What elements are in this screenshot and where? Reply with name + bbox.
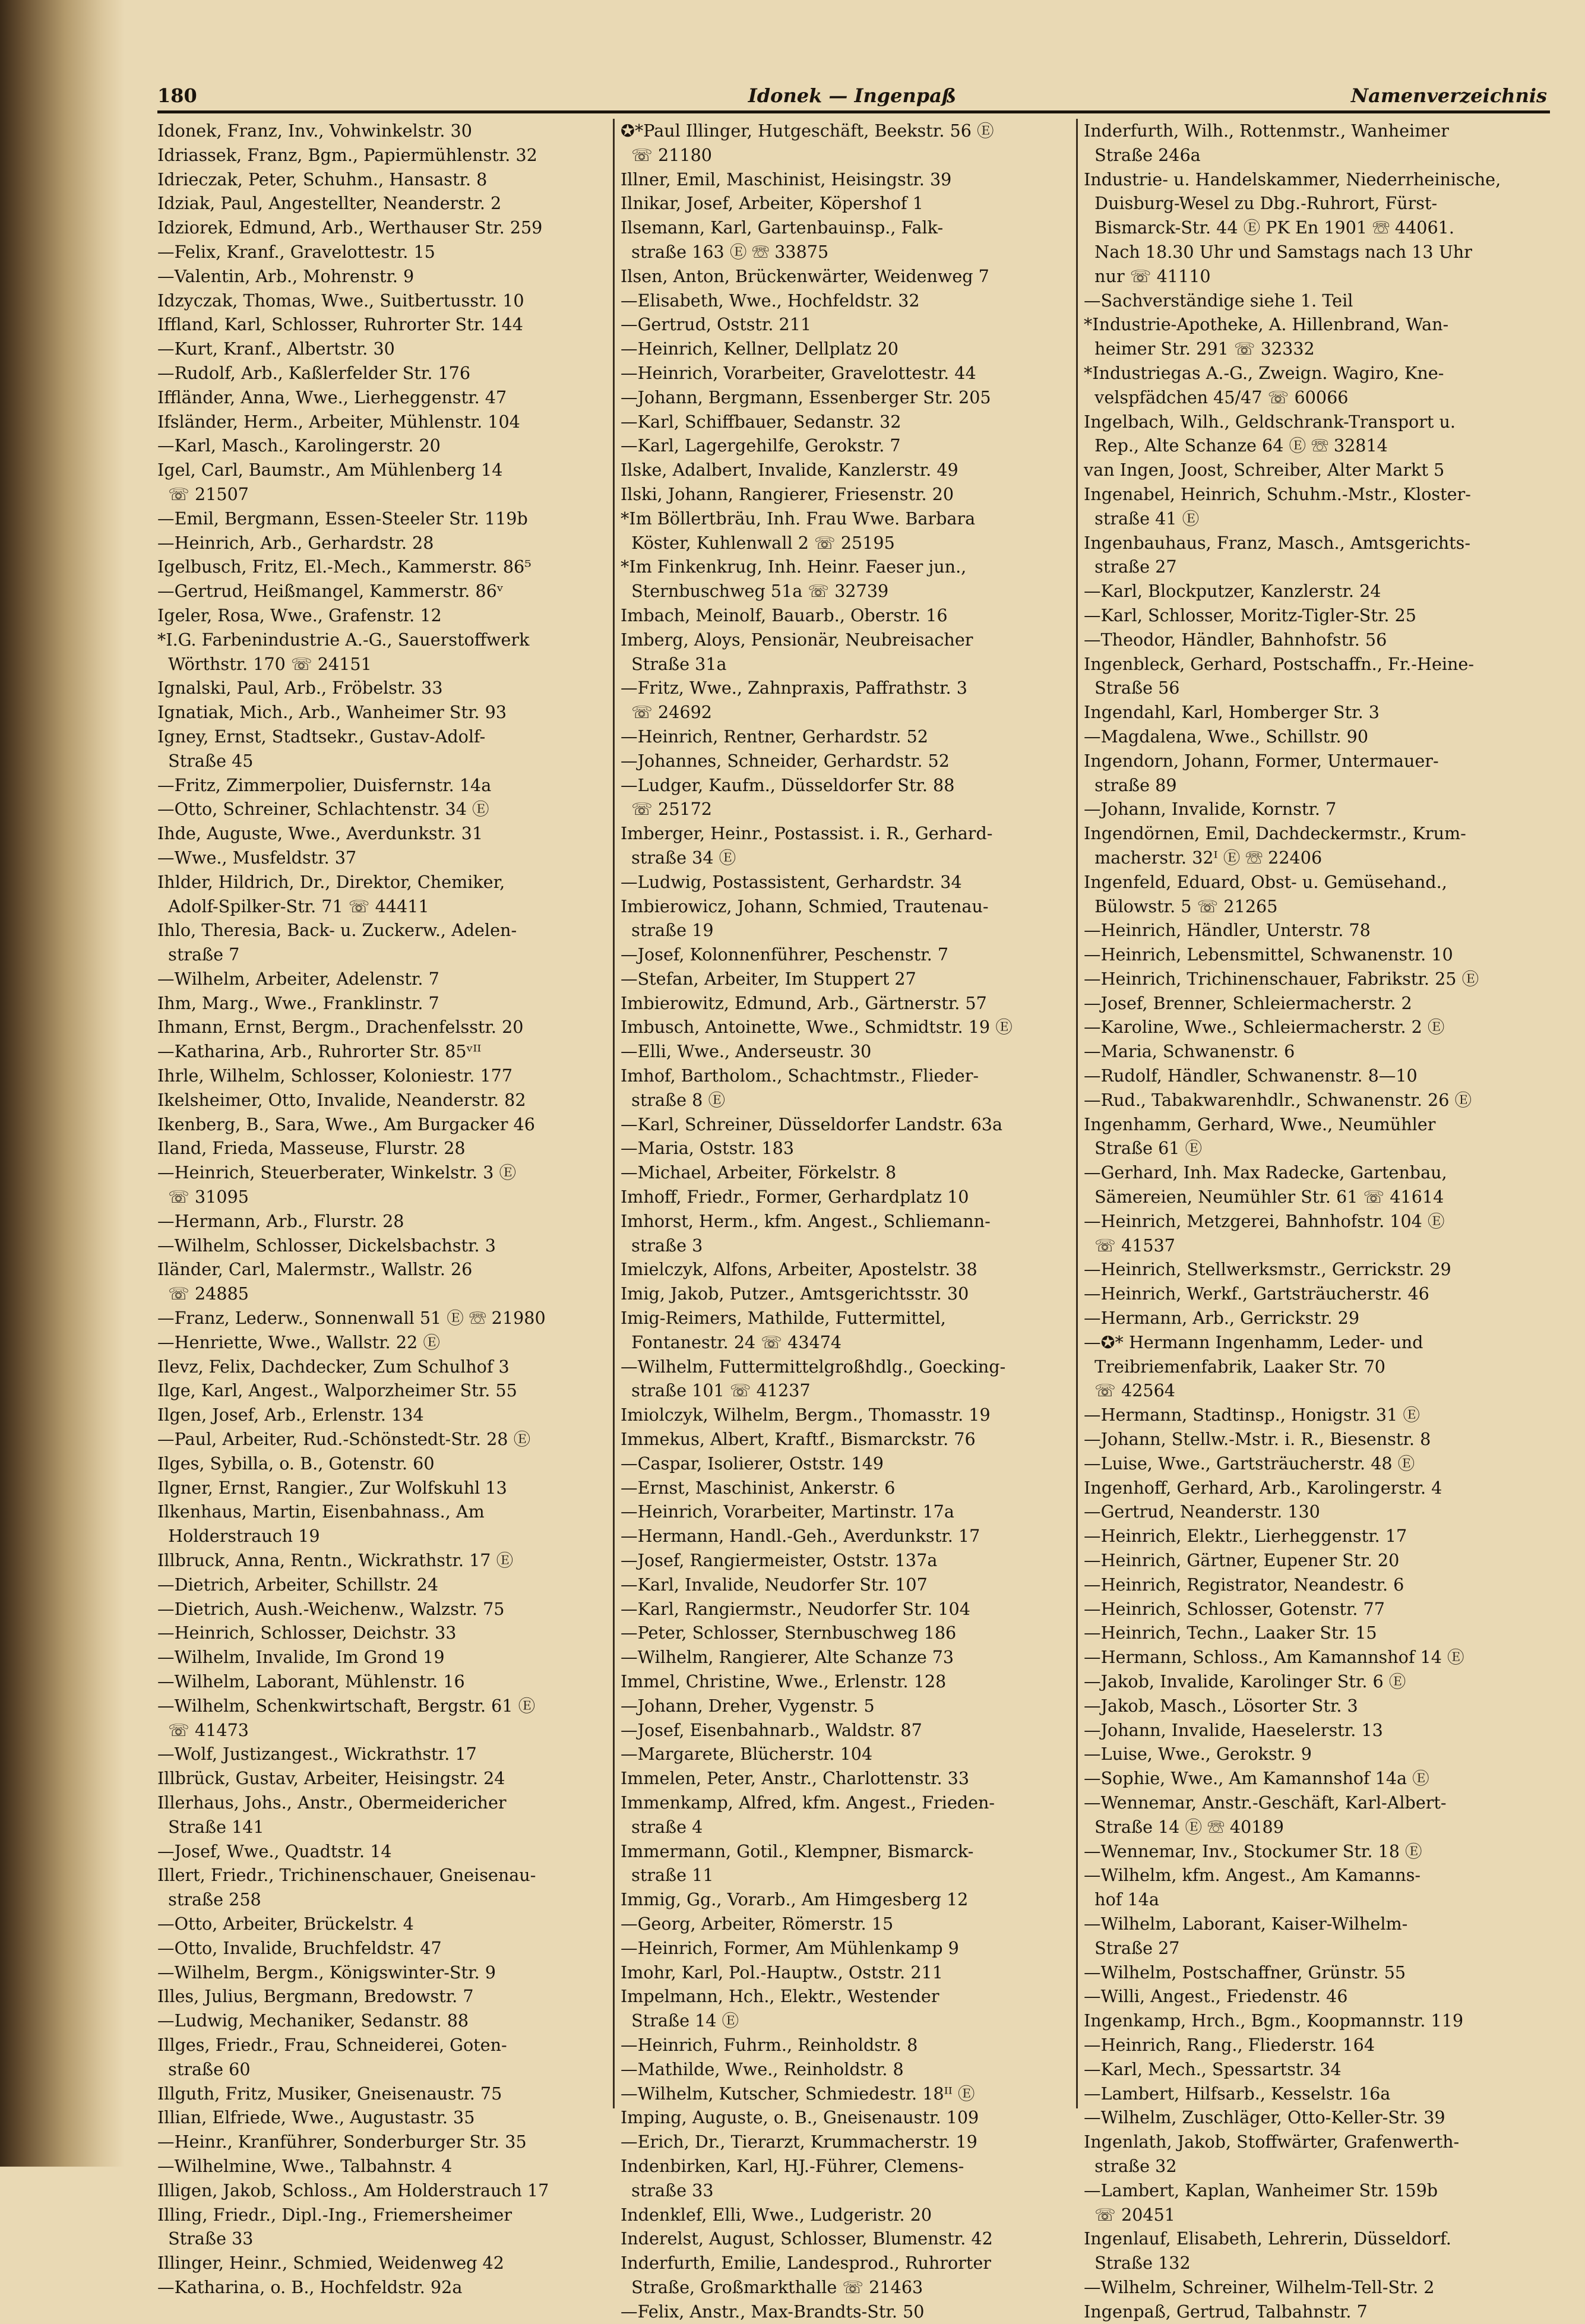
directory-line: Illbruck, Anna, Rentn., Wickrathstr. 17 Ⓔ: [157, 1550, 514, 1571]
directory-line: Illguth, Fritz, Musiker, Gneisenaustr. 75: [157, 2083, 502, 2104]
directory-line: —Luise, Wwe., Gerokstr. 9: [1084, 1744, 1312, 1765]
directory-line: Straße 31a: [621, 653, 727, 674]
directory-line: Illian, Elfriede, Wwe., Augustastr. 35: [157, 2107, 475, 2128]
directory-line: —Wilhelm, Rangierer, Alte Schanze 73: [621, 1647, 954, 1668]
directory-line: Imig, Jakob, Putzer., Amtsgerichtsstr. 30: [621, 1283, 969, 1304]
directory-line: Imiolczyk, Wilhelm, Bergm., Thomasstr. 19: [621, 1405, 991, 1425]
directory-line: —Heinrich, Stellwerksmstr., Gerrickstr. 29: [1084, 1259, 1451, 1280]
column-2: [621, 119, 1072, 2322]
directory-line: —Jakob, Masch., Lösorter Str. 3: [1084, 1695, 1358, 1716]
directory-line: —Heinrich, Vorarbeiter, Gravelottestr. 44: [621, 362, 976, 383]
directory-line: Ingenhamm, Gerhard, Wwe., Neumühler: [1084, 1114, 1436, 1134]
directory-line: —Rud., Tabakwarenhdlr., Schwanenstr. 26 Ⓔ: [1084, 1089, 1472, 1110]
directory-line: —Karoline, Wwe., Schleiermacherstr. 2 Ⓔ: [1084, 1017, 1445, 1038]
directory-line: —Willi, Angest., Friedenstr. 46: [1084, 1986, 1348, 2007]
directory-line: Ilske, Adalbert, Invalide, Kanzlerstr. 49: [621, 460, 958, 480]
directory-line: —Wilhelm, Laborant, Kaiser-Wilhelm-: [1084, 1913, 1408, 1934]
directory-line: —Georg, Arbeiter, Römerstr. 15: [621, 1913, 894, 1934]
directory-line: straße 27: [1084, 557, 1177, 577]
directory-line: —Heinrich, Gärtner, Eupener Str. 20: [1084, 1550, 1400, 1571]
directory-line: Straße 33: [157, 2228, 254, 2249]
directory-line: Illner, Emil, Maschinist, Heisingstr. 39: [621, 169, 952, 189]
directory-line: —Heinrich, Schlosser, Gotenstr. 77: [1084, 1598, 1385, 1619]
directory-line: Straße 14 Ⓔ ☏ 40189: [1084, 1816, 1284, 1837]
directory-line: —Josef, Brenner, Schleiermacherstr. 2: [1084, 992, 1412, 1013]
directory-line: Ilevz, Felix, Dachdecker, Zum Schulhof 3: [157, 1356, 510, 1377]
directory-line: Ingelbach, Wilh., Geldschrank-Transport u.: [1084, 411, 1456, 432]
directory-line: —Felix, Anstr., Max-Brandts-Str. 50: [621, 2301, 925, 2322]
directory-line: Ikenberg, B., Sara, Wwe., Am Burgacker 46: [157, 1114, 535, 1134]
directory-line: —Johannes, Schneider, Gerhardstr. 52: [621, 750, 950, 771]
directory-line: Ingenlauf, Elisabeth, Lehrerin, Düsseldorf.: [1084, 2228, 1451, 2249]
directory-line: —Wilhelm, Kutscher, Schmiedestr. 18ᴵᴵ Ⓔ: [621, 2083, 975, 2104]
directory-line: Straße 14 Ⓔ: [621, 2010, 739, 2031]
directory-line: —Heinrich, Vorarbeiter, Martinstr. 17a: [621, 1501, 954, 1522]
directory-line: Nach 18.30 Uhr und Samstags nach 13 Uhr: [1084, 241, 1472, 262]
directory-line: —Heinrich, Elektr., Lierheggenstr. 17: [1084, 1526, 1407, 1547]
directory-line: heimer Str. 291 ☏ 32332: [1084, 339, 1315, 359]
directory-line: —Gerhard, Inh. Max Radecke, Gartenbau,: [1084, 1162, 1447, 1183]
directory-line: —Sachverständige siehe 1. Teil: [1084, 290, 1353, 311]
directory-line: straße 41 Ⓔ: [1084, 508, 1200, 529]
directory-line: —Wilhelm, Schenkwirtschaft, Bergstr. 61 Ⓔ: [157, 1695, 536, 1716]
directory-line: —Jakob, Invalide, Karolinger Str. 6 Ⓔ: [1084, 1671, 1406, 1691]
directory-line: —Heinrich, Werkf., Gartsträucherstr. 46: [1084, 1283, 1429, 1304]
directory-line: Ihmann, Ernst, Bergm., Drachenfelsstr. 20: [157, 1017, 524, 1038]
directory-line: —Karl, Schiffbauer, Sedanstr. 32: [621, 411, 901, 432]
directory-line: —Paul, Arbeiter, Rud.-Schönstedt-Str. 28 Ⓔ: [157, 1429, 531, 1450]
directory-line: —Erich, Dr., Tierarzt, Krummacherstr. 19: [621, 2132, 977, 2152]
directory-line: —Rudolf, Arb., Kaßlerfelder Str. 176: [157, 362, 471, 383]
directory-line: Immermann, Gotil., Klempner, Bismarck-: [621, 1841, 974, 1861]
directory-line: —Karl, Schreiner, Düsseldorfer Landstr. 63a: [621, 1114, 1003, 1134]
directory-line: Immenkamp, Alfred, kfm. Angest., Frieden-: [621, 1792, 995, 1813]
directory-line: —✪* Hermann Ingenhamm, Leder- und: [1084, 1332, 1423, 1352]
directory-line: Ilkenhaus, Martin, Eisenbahnass., Am: [157, 1501, 485, 1522]
directory-line: —Wilhelm, kfm. Angest., Am Kamanns-: [1084, 1865, 1421, 1886]
directory-line: —Elisabeth, Wwe., Hochfeldstr. 32: [621, 290, 920, 311]
directory-line: —Johann, Bergmann, Essenberger Str. 205: [621, 387, 991, 407]
directory-line: —Theodor, Händler, Bahnhofstr. 56: [1084, 629, 1387, 650]
directory-line: Ihlo, Theresia, Back- u. Zuckerw., Adelen-: [157, 920, 517, 941]
section-title: Namenverzeichnis: [1350, 84, 1547, 107]
directory-line: —Lambert, Kaplan, Wanheimer Str. 159b: [1084, 2180, 1438, 2200]
directory-line: —Margarete, Blücherstr. 104: [621, 1744, 873, 1765]
directory-line: Ingenpaß, Gertrud, Talbahnstr. 7: [1084, 2301, 1368, 2322]
directory-line: Köster, Kuhlenwall 2 ☏ 25195: [621, 532, 895, 553]
directory-line: straße 7: [157, 944, 240, 965]
directory-line: —Hermann, Stadtinsp., Honigstr. 31 Ⓔ: [1084, 1405, 1420, 1425]
directory-line: —Peter, Schlosser, Sternbuschweg 186: [621, 1623, 957, 1643]
directory-line: nur ☏ 41110: [1084, 265, 1211, 286]
directory-line: Straße 27: [1084, 1937, 1180, 1958]
directory-line: —Mathilde, Wwe., Reinholdstr. 8: [621, 2059, 904, 2079]
directory-line: Ilgen, Josef, Arb., Erlenstr. 134: [157, 1405, 424, 1425]
directory-line: straße 3: [621, 1235, 703, 1256]
book-binding-edge: [0, 0, 125, 2167]
column-divider-1: [613, 119, 615, 2108]
directory-line: straße 258: [157, 1889, 261, 1910]
directory-line: Ilge, Karl, Angest., Walporzheimer Str. 55: [157, 1380, 517, 1401]
directory-line: —Wilhelm, Arbeiter, Adelenstr. 7: [157, 968, 439, 989]
directory-line: —Josef, Eisenbahnarb., Waldstr. 87: [621, 1719, 922, 1740]
directory-line: Illigen, Jakob, Schloss., Am Holderstrauch 17: [157, 2180, 549, 2200]
directory-line: Indenbirken, Karl, HJ.-Führer, Clemens-: [621, 2155, 964, 2176]
directory-line: *Im Böllertbräu, Inh. Frau Wwe. Barbara: [621, 508, 976, 529]
directory-line: —Karl, Masch., Karolingerstr. 20: [157, 435, 441, 456]
directory-line: —Heinrich, Lebensmittel, Schwanenstr. 10: [1084, 944, 1453, 965]
directory-line: —Wwe., Musfeldstr. 37: [157, 847, 357, 868]
directory-line: Illerhaus, Johs., Anstr., Obermeidericher: [157, 1792, 507, 1813]
directory-line: Idriassek, Franz, Bgm., Papiermühlenstr. 32: [157, 144, 537, 165]
directory-line: —Johann, Dreher, Vygenstr. 5: [621, 1695, 875, 1716]
directory-line: —Dietrich, Arbeiter, Schillstr. 24: [157, 1574, 439, 1595]
directory-line: Ingendörnen, Emil, Dachdeckermstr., Krum-: [1084, 823, 1466, 844]
directory-line: straße 19: [621, 920, 714, 941]
directory-line: ☏ 42564: [1084, 1380, 1175, 1401]
directory-line: Ingenbauhaus, Franz, Masch., Amtsgerichts-: [1084, 532, 1470, 553]
directory-line: —Otto, Invalide, Bruchfeldstr. 47: [157, 1937, 442, 1958]
directory-line: —Johann, Invalide, Haeselerstr. 13: [1084, 1719, 1383, 1740]
directory-line: —Caspar, Isolierer, Oststr. 149: [621, 1453, 884, 1474]
directory-line: —Wennemar, Anstr.-Geschäft, Karl-Albert-: [1084, 1792, 1447, 1813]
directory-line: —Hermann, Arb., Flurstr. 28: [157, 1210, 404, 1231]
directory-line: —Wilhelm, Schlosser, Dickelsbachstr. 3: [157, 1235, 496, 1256]
directory-line: Illes, Julius, Bergmann, Bredowstr. 7: [157, 1986, 474, 2007]
directory-line: Inderfurth, Wilh., Rottenmstr., Wanheimer: [1084, 121, 1449, 141]
directory-line: —Kurt, Kranf., Albertstr. 30: [157, 339, 395, 359]
directory-line: —Johann, Stellw.-Mstr. i. R., Biesenstr. 8: [1084, 1429, 1431, 1450]
directory-line: Imberg, Aloys, Pensionär, Neubreisacher: [621, 629, 973, 650]
page-name-range: Idonek — Ingenpaß: [748, 84, 957, 107]
directory-line: Straße 45: [157, 750, 254, 771]
directory-line: —Heinrich, Kellner, Dellplatz 20: [621, 339, 899, 359]
directory-line: Imhorst, Herm., kfm. Angest., Schliemann-: [621, 1210, 991, 1231]
directory-line: Ihm, Marg., Wwe., Franklinstr. 7: [157, 992, 439, 1013]
directory-line: hof 14a: [1084, 1889, 1159, 1910]
directory-line: Straße 56: [1084, 678, 1180, 698]
directory-line: Idzyczak, Thomas, Wwe., Suitbertusstr. 10: [157, 290, 524, 311]
page-number: 180: [157, 84, 197, 107]
directory-line: —Ludger, Kaufm., Düsseldorfer Str. 88: [621, 774, 955, 795]
directory-line: Duisburg-Wesel zu Dbg.-Ruhrort, Fürst-: [1084, 193, 1438, 214]
directory-line: —Emil, Bergmann, Essen-Steeler Str. 119b: [157, 508, 528, 529]
page-header: [157, 78, 1547, 109]
directory-line: —Hermann, Handl.-Geh., Averdunkstr. 17: [621, 1526, 980, 1547]
directory-line: —Ludwig, Mechaniker, Sedanstr. 88: [157, 2010, 469, 2031]
directory-line: straße 11: [621, 1865, 714, 1886]
directory-line: straße 32: [1084, 2155, 1177, 2176]
directory-line: Ihlder, Hildrich, Dr., Direktor, Chemiker,: [157, 871, 505, 892]
directory-line: Illbrück, Gustav, Arbeiter, Heisingstr. 24: [157, 1768, 505, 1789]
directory-line: Bismarck-Str. 44 Ⓔ PK En 1901 ☏ 44061.: [1084, 217, 1454, 238]
directory-line: Adolf-Spilker-Str. 71 ☏ 44411: [157, 896, 429, 916]
directory-line: straße 60: [157, 2059, 251, 2079]
directory-line: van Ingen, Joost, Schreiber, Alter Markt 5: [1084, 460, 1445, 480]
directory-line: —Henriette, Wwe., Wallstr. 22 Ⓔ: [157, 1332, 440, 1352]
directory-line: —Heinrich, Techn., Laaker Str. 15: [1084, 1623, 1377, 1643]
directory-line: Igney, Ernst, Stadtsekr., Gustav-Adolf-: [157, 726, 486, 747]
directory-line: Ifsländer, Herm., Arbeiter, Mühlenstr. 104: [157, 411, 520, 432]
directory-line: —Josef, Rangiermeister, Oststr. 137a: [621, 1550, 938, 1571]
directory-line: Imielczyk, Alfons, Arbeiter, Apostelstr. 38: [621, 1259, 977, 1280]
directory-line: —Magdalena, Wwe., Schillstr. 90: [1084, 726, 1369, 747]
directory-line: straße 33: [621, 2180, 714, 2200]
directory-line: —Karl, Blockputzer, Kanzlerstr. 24: [1084, 581, 1381, 602]
directory-line: ☏ 20451: [1084, 2204, 1175, 2225]
directory-line: Igelbusch, Fritz, El.-Mech., Kammerstr. 86⁵: [157, 557, 532, 577]
directory-line: Bülowstr. 5 ☏ 21265: [1084, 896, 1278, 916]
directory-line: —Josef, Kolonnenführer, Peschenstr. 7: [621, 944, 949, 965]
directory-line: Wörthstr. 170 ☏ 24151: [157, 653, 372, 674]
directory-line: Straße, Großmarkthalle ☏ 21463: [621, 2276, 923, 2297]
directory-line: Straße 132: [1084, 2253, 1191, 2274]
directory-line: —Johann, Invalide, Kornstr. 7: [1084, 799, 1337, 820]
directory-line: —Elli, Wwe., Anderseustr. 30: [621, 1041, 872, 1062]
directory-line: —Michael, Arbeiter, Förkelstr. 8: [621, 1162, 897, 1183]
directory-line: Fontanestr. 24 ☏ 43474: [621, 1332, 842, 1352]
directory-line: —Josef, Wwe., Quadtstr. 14: [157, 1841, 392, 1861]
directory-line: Imbach, Meinolf, Bauarb., Oberstr. 16: [621, 605, 948, 625]
column-3: [1084, 119, 1535, 2322]
directory-line: Holderstrauch 19: [157, 1526, 320, 1547]
directory-line: Ingendahl, Karl, Homberger Str. 3: [1084, 702, 1380, 723]
directory-line: Idziorek, Edmund, Arb., Werthauser Str. 259: [157, 217, 543, 238]
directory-line: Ingenabel, Heinrich, Schuhm.-Mstr., Kloster-: [1084, 483, 1471, 504]
directory-line: Treibriemenfabrik, Laaker Str. 70: [1084, 1356, 1385, 1377]
directory-line: *Industriegas A.-G., Zweign. Wagiro, Kne-: [1084, 362, 1444, 383]
directory-line: —Hermann, Schloss., Am Kamannshof 14 Ⓔ: [1084, 1647, 1464, 1668]
directory-line: Rep., Alte Schanze 64 Ⓔ ☏ 32814: [1084, 435, 1388, 456]
directory-line: Idziak, Paul, Angestellter, Neanderstr. 2: [157, 193, 502, 214]
directory-line: —Heinrich, Registrator, Neandestr. 6: [1084, 1574, 1404, 1595]
directory-line: velspfädchen 45/47 ☏ 60066: [1084, 387, 1349, 407]
directory-line: Ilsemann, Karl, Gartenbauinsp., Falk-: [621, 217, 944, 238]
directory-line: —Fritz, Wwe., Zahnpraxis, Paffrathstr. 3: [621, 678, 967, 698]
directory-line: ☏ 41473: [157, 1719, 249, 1740]
directory-line: —Wilhelm, Invalide, Im Grond 19: [157, 1647, 445, 1668]
directory-line: Immig, Gg., Vorarb., Am Himgesberg 12: [621, 1889, 969, 1910]
directory-line: —Karl, Rangiermstr., Neudorfer Str. 104: [621, 1598, 970, 1619]
directory-page: [143, 71, 1550, 2322]
header-rule: [157, 110, 1550, 113]
directory-line: —Franz, Lederw., Sonnenwall 51 Ⓔ ☏ 21980: [157, 1308, 546, 1329]
directory-line: —Gertrud, Oststr. 211: [621, 314, 812, 335]
directory-line: straße 4: [621, 1816, 703, 1837]
directory-line: —Wilhelmine, Wwe., Talbahnstr. 4: [157, 2155, 453, 2176]
directory-line: Ignalski, Paul, Arb., Fröbelstr. 33: [157, 678, 443, 698]
directory-line: Idonek, Franz, Inv., Vohwinkelstr. 30: [157, 121, 472, 141]
directory-line: —Ernst, Maschinist, Ankerstr. 6: [621, 1477, 896, 1498]
directory-line: —Heinrich, Rang., Fliederstr. 164: [1084, 2034, 1375, 2055]
directory-line: —Heinrich, Fuhrm., Reinholdstr. 8: [621, 2034, 918, 2055]
directory-line: —Lambert, Hilfsarb., Kesselstr. 16a: [1084, 2083, 1391, 2104]
directory-line: Imhoff, Friedr., Former, Gerhardplatz 10: [621, 1187, 969, 1207]
directory-line: Illinger, Heinr., Schmied, Weidenweg 42: [157, 2253, 504, 2274]
directory-line: Ilsen, Anton, Brückenwärter, Weidenweg 7: [621, 265, 989, 286]
directory-line: Igeler, Rosa, Wwe., Grafenstr. 12: [157, 605, 442, 625]
directory-line: —Gertrud, Neanderstr. 130: [1084, 1501, 1320, 1522]
directory-line: —Maria, Oststr. 183: [621, 1138, 795, 1159]
directory-line: —Wilhelm, Bergm., Königswinter-Str. 9: [157, 1962, 496, 1982]
directory-line: Immel, Christine, Wwe., Erlenstr. 128: [621, 1671, 947, 1691]
directory-line: Indenklef, Elli, Wwe., Ludgeristr. 20: [621, 2204, 932, 2225]
directory-line: ☏ 21180: [621, 144, 712, 165]
directory-line: Straße 61 Ⓔ: [1084, 1138, 1203, 1159]
column-1: [157, 119, 609, 2297]
directory-line: —Heinrich, Steuerberater, Winkelstr. 3 Ⓔ: [157, 1162, 517, 1183]
directory-line: *Industrie-Apotheke, A. Hillenbrand, Wan-: [1084, 314, 1449, 335]
directory-line: Ilges, Sybilla, o. B., Gotenstr. 60: [157, 1453, 435, 1474]
directory-line: Illges, Friedr., Frau, Schneiderei, Goten-: [157, 2034, 507, 2055]
directory-line: Iffländer, Anna, Wwe., Lierheggenstr. 47: [157, 387, 507, 407]
directory-line: —Heinrich, Metzgerei, Bahnhofstr. 104 Ⓔ: [1084, 1210, 1445, 1231]
directory-line: Imberger, Heinr., Postassist. i. R., Gerhard-: [621, 823, 993, 844]
directory-line: —Heinrich, Arb., Gerhardstr. 28: [157, 532, 434, 553]
directory-line: Ignatiak, Mich., Arb., Wanheimer Str. 93: [157, 702, 507, 723]
directory-line: Illert, Friedr., Trichinenschauer, Gneisenau-: [157, 1865, 536, 1886]
directory-line: —Katharina, Arb., Ruhrorter Str. 85ᵛᴵᴵ: [157, 1041, 482, 1062]
directory-line: —Wolf, Justizangest., Wickrathstr. 17: [157, 1744, 477, 1765]
directory-line: straße 8 Ⓔ: [621, 1089, 726, 1110]
directory-line: ☏ 41537: [1084, 1235, 1175, 1256]
directory-line: Imbierowitz, Edmund, Arb., Gärtnerstr. 57: [621, 992, 987, 1013]
directory-line: Iländer, Carl, Malermstr., Wallstr. 26: [157, 1259, 473, 1280]
directory-line: —Wennemar, Inv., Stockumer Str. 18 Ⓔ: [1084, 1841, 1422, 1861]
directory-line: Ingenlath, Jakob, Stoffwärter, Grafenwerth-: [1084, 2132, 1460, 2152]
directory-line: Illing, Friedr., Dipl.-Ing., Friemersheimer: [157, 2204, 512, 2225]
directory-line: Ikelsheimer, Otto, Invalide, Neanderstr. 82: [157, 1089, 526, 1110]
directory-line: Ingenbleck, Gerhard, Postschaffn., Fr.-Heine-: [1084, 653, 1475, 674]
directory-line: Immelen, Peter, Anstr., Charlottenstr. 33: [621, 1768, 970, 1789]
directory-line: —Heinrich, Händler, Unterstr. 78: [1084, 920, 1371, 941]
directory-line: —Luise, Wwe., Gartsträucherstr. 48 Ⓔ: [1084, 1453, 1415, 1474]
directory-line: Igel, Carl, Baumstr., Am Mühlenberg 14: [157, 460, 503, 480]
directory-line: Ihrle, Wilhelm, Schlosser, Koloniestr. 177: [157, 1065, 513, 1086]
directory-line: Ilnikar, Josef, Arbeiter, Köpershof 1: [621, 193, 923, 214]
directory-line: —Karl, Lagergehilfe, Gerokstr. 7: [621, 435, 901, 456]
directory-line: Ingenkamp, Hrch., Bgm., Koopmannstr. 119: [1084, 2010, 1464, 2031]
directory-line: Idrieczak, Peter, Schuhm., Hansastr. 8: [157, 169, 488, 189]
directory-line: —Wilhelm, Schreiner, Wilhelm-Tell-Str. 2: [1084, 2276, 1435, 2297]
directory-line: Ingenhoff, Gerhard, Arb., Karolingerstr. 4: [1084, 1477, 1442, 1498]
directory-line: macherstr. 32ᴵ Ⓔ ☏ 22406: [1084, 847, 1323, 868]
directory-line: —Karl, Mech., Spessartstr. 34: [1084, 2059, 1342, 2079]
directory-line: ✪*Paul Illinger, Hutgeschäft, Beekstr. 56 Ⓔ: [621, 121, 994, 141]
column-divider-2: [1076, 119, 1078, 2108]
directory-line: —Dietrich, Aush.-Weichenw., Walzstr. 75: [157, 1598, 505, 1619]
directory-line: Iland, Frieda, Masseuse, Flurstr. 28: [157, 1138, 466, 1159]
directory-line: Ilgner, Ernst, Rangier., Zur Wolfskuhl 13: [157, 1477, 507, 1498]
directory-line: —Katharina, o. B., Hochfeldstr. 92a: [157, 2276, 463, 2297]
directory-line: —Felix, Kranf., Gravelottestr. 15: [157, 241, 435, 262]
directory-line: —Wilhelm, Zuschläger, Otto-Keller-Str. 39: [1084, 2107, 1445, 2128]
directory-line: Ingendorn, Johann, Former, Untermauer-: [1084, 750, 1439, 771]
directory-line: Inderfurth, Emilie, Landesprod., Ruhrorter: [621, 2253, 991, 2274]
directory-line: —Gertrud, Heißmangel, Kammerstr. 86ᵛ: [157, 581, 504, 602]
directory-line: ☏ 24885: [157, 1283, 249, 1304]
directory-line: *I.G. Farbenindustrie A.-G., Sauerstoffwerk: [157, 629, 530, 650]
directory-line: Imping, Auguste, o. B., Gneisenaustr. 109: [621, 2107, 979, 2128]
directory-line: ☏ 25172: [621, 799, 712, 820]
directory-line: straße 89: [1084, 774, 1177, 795]
directory-line: —Hermann, Arb., Gerrickstr. 29: [1084, 1308, 1360, 1329]
directory-line: —Ludwig, Postassistent, Gerhardstr. 34: [621, 871, 962, 892]
directory-line: —Heinrich, Schlosser, Deichstr. 33: [157, 1623, 457, 1643]
directory-line: Straße 246a: [1084, 144, 1201, 165]
directory-line: ☏ 31095: [157, 1187, 249, 1207]
directory-line: Sternbuschweg 51a ☏ 32739: [621, 581, 889, 602]
directory-line: Imig-Reimers, Mathilde, Futtermittel,: [621, 1308, 946, 1329]
directory-line: —Heinrich, Rentner, Gerhardstr. 52: [621, 726, 928, 747]
directory-line: Imhof, Bartholom., Schachtmstr., Flieder-: [621, 1065, 979, 1086]
directory-line: —Karl, Invalide, Neudorfer Str. 107: [621, 1574, 928, 1595]
directory-line: —Heinrich, Trichinenschauer, Fabrikstr. 25 Ⓔ: [1084, 968, 1479, 989]
directory-line: Ihde, Auguste, Wwe., Averdunkstr. 31: [157, 823, 483, 844]
directory-line: —Rudolf, Händler, Schwanenstr. 8—10: [1084, 1065, 1418, 1086]
directory-line: straße 34 Ⓔ: [621, 847, 736, 868]
directory-line: —Karl, Schlosser, Moritz-Tigler-Str. 25: [1084, 605, 1416, 625]
directory-line: —Maria, Schwanenstr. 6: [1084, 1041, 1295, 1062]
directory-line: Imbierowicz, Johann, Schmied, Trautenau-: [621, 896, 989, 916]
directory-line: ☏ 24692: [621, 702, 712, 723]
directory-line: ☏ 21507: [157, 483, 249, 504]
directory-line: —Heinrich, Former, Am Mühlenkamp 9: [621, 1937, 959, 1958]
directory-line: —Wilhelm, Futtermittelgroßhdlg., Goecking-: [621, 1356, 1006, 1377]
directory-line: Imbusch, Antoinette, Wwe., Schmidtstr. 19 Ⓔ: [621, 1017, 1013, 1038]
directory-line: —Fritz, Zimmerpolier, Duisfernstr. 14a: [157, 774, 492, 795]
directory-line: —Wilhelm, Laborant, Mühlenstr. 16: [157, 1671, 465, 1691]
directory-line: *Im Finkenkrug, Inh. Heinr. Faeser jun.,: [621, 557, 967, 577]
directory-line: Impelmann, Hch., Elektr., Westender: [621, 1986, 939, 2007]
directory-line: —Wilhelm, Postschaffner, Grünstr. 55: [1084, 1962, 1406, 1982]
directory-line: Immekus, Albert, Kraftf., Bismarckstr. 76: [621, 1429, 976, 1450]
directory-line: Industrie- u. Handelskammer, Niederrheinische,: [1084, 169, 1501, 189]
directory-line: —Otto, Schreiner, Schlachtenstr. 34 Ⓔ: [157, 799, 489, 820]
directory-line: Imohr, Karl, Pol.-Hauptw., Oststr. 211: [621, 1962, 943, 1982]
directory-line: —Otto, Arbeiter, Brückelstr. 4: [157, 1913, 414, 1934]
directory-line: Iffland, Karl, Schlosser, Ruhrorter Str. 144: [157, 314, 523, 335]
directory-line: —Sophie, Wwe., Am Kamannshof 14a Ⓔ: [1084, 1768, 1429, 1789]
directory-line: straße 101 ☏ 41237: [621, 1380, 811, 1401]
directory-line: Ingenfeld, Eduard, Obst- u. Gemüsehand.,: [1084, 871, 1447, 892]
directory-line: —Stefan, Arbeiter, Im Stuppert 27: [621, 968, 916, 989]
directory-line: Straße 141: [157, 1816, 264, 1837]
directory-line: Sämereien, Neumühler Str. 61 ☏ 41614: [1084, 1187, 1444, 1207]
directory-line: Inderelst, August, Schlosser, Blumenstr. 42: [621, 2228, 993, 2249]
directory-line: —Heinr., Kranführer, Sonderburger Str. 35: [157, 2132, 527, 2152]
directory-line: straße 163 Ⓔ ☏ 33875: [621, 241, 829, 262]
directory-line: —Valentin, Arb., Mohrenstr. 9: [157, 265, 415, 286]
directory-line: Ilski, Johann, Rangierer, Friesenstr. 20: [621, 483, 954, 504]
